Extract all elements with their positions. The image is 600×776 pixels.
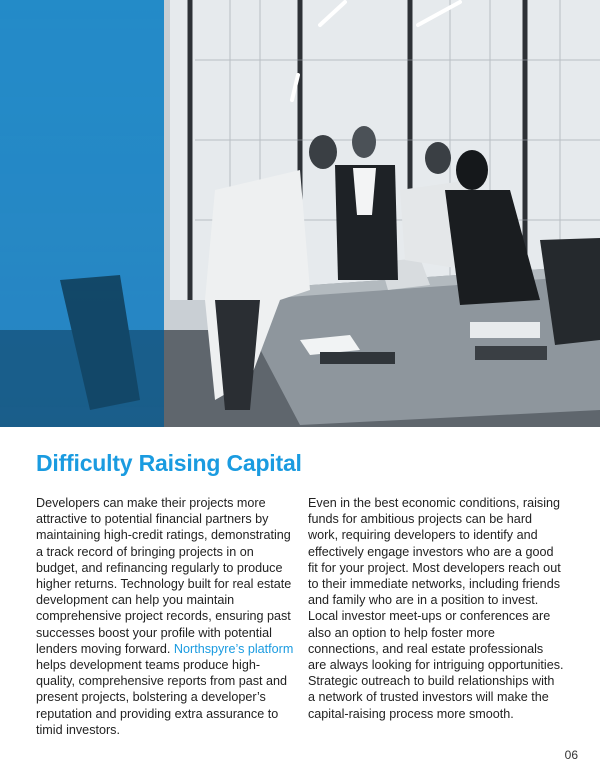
left-column <box>36 495 294 738</box>
northspyre-platform-link[interactable]: Northspyre’s platform <box>173 641 294 656</box>
left-paragraph <box>36 495 294 738</box>
right-paragraph: Even in the best economic conditions, raising funds for ambitious projects can be hard work, requiring developers to identify and effectively engage investors who are a good fit for your project. Most developers reach out to their immediate networks, including friends and family who are in a position to invest. Local investor meet-ups or conferences are also an option to help foster more connections, and real estate professionals are always looking for intriguing opportunities. Strategic outreach to build relationships with a network of trusted investors will make the capital-raising process more smooth. <box>308 496 564 721</box>
left-text-after-link: helps development teams produce high-quality, comprehensive reports from past and present projects, bolstering a developer’s reputation and providing extra assurance to timid investors. <box>36 658 288 737</box>
right-column <box>308 495 564 722</box>
section-heading: Difficulty Raising Capital <box>36 450 302 476</box>
left-text-before-link: Developers can make their projects more attractive to potential financial partners by maintaining high-credit ratings, demonstrating a track record of bringing projects in on budget, and refinancing regularly to produce higher returns. Technology built for real estate development can help you maintain comprehensive project records, ensuring past successes boost your profile with potential lenders moving forward. <box>36 496 292 656</box>
blue-accent-tint <box>0 0 164 427</box>
page-number: 06 <box>564 748 578 762</box>
